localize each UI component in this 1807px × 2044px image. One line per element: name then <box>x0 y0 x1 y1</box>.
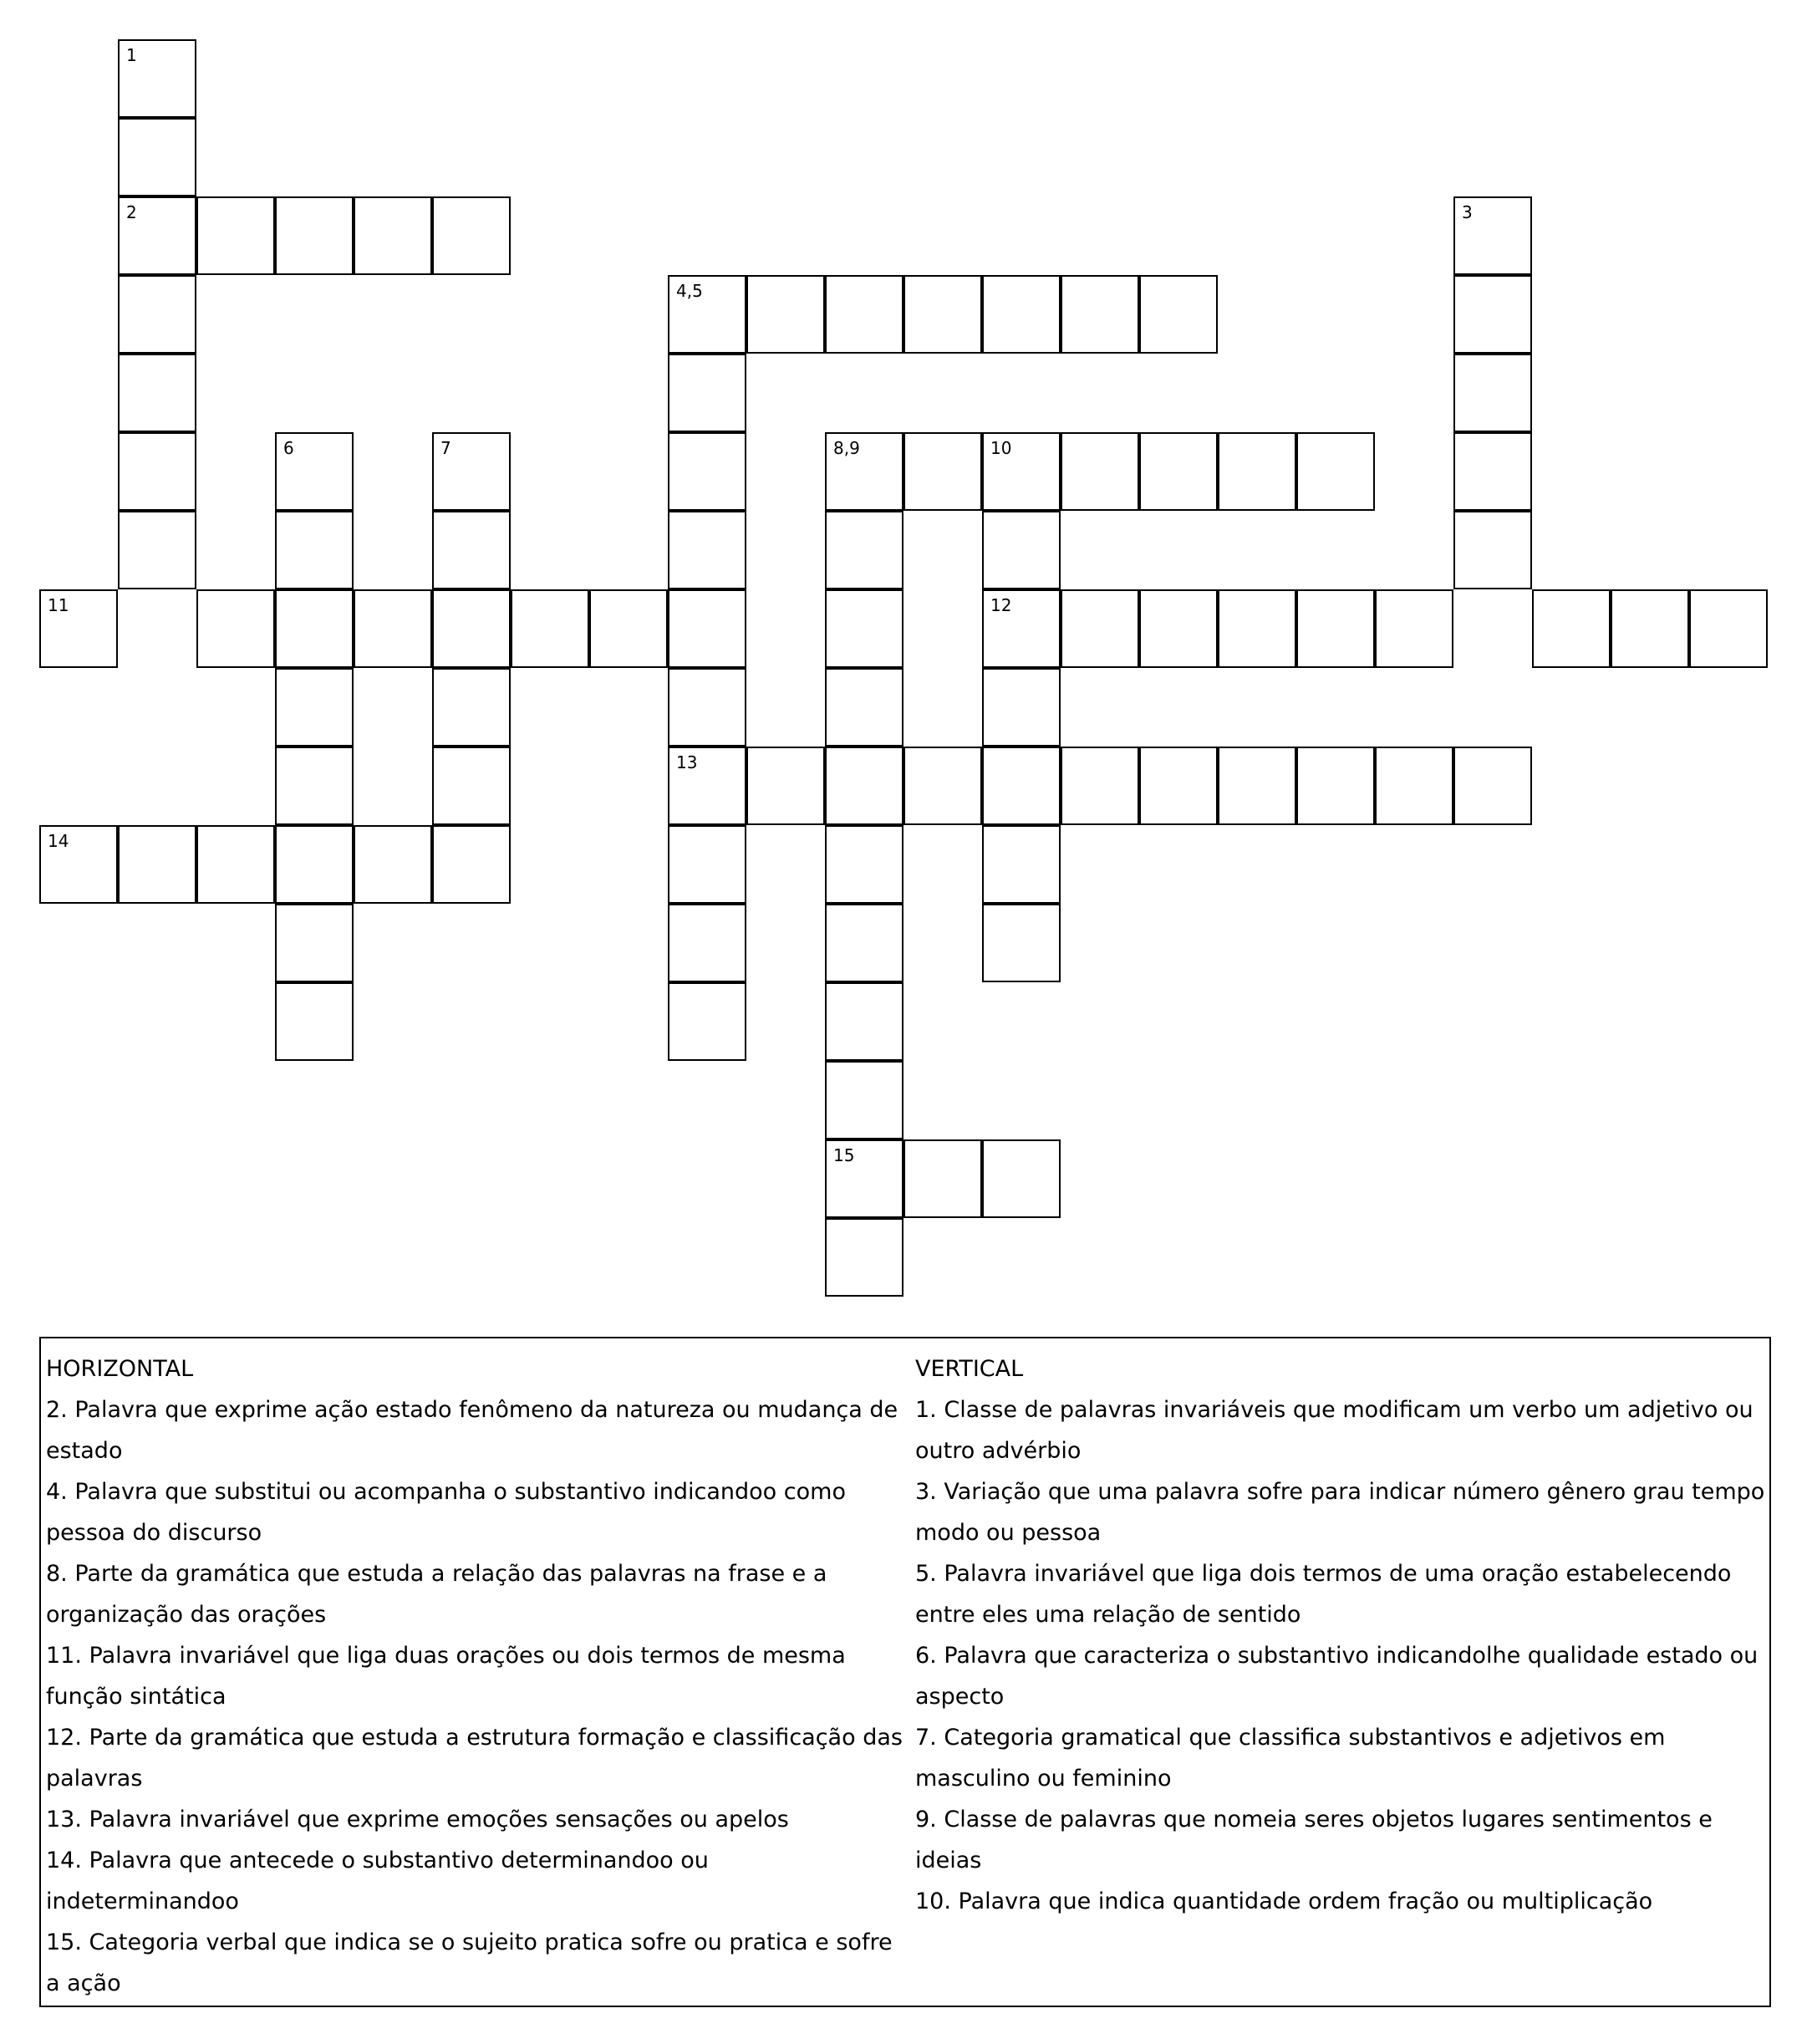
grid-cell[interactable] <box>1689 589 1768 668</box>
clue-number: 14 <box>48 831 69 851</box>
grid-cell[interactable] <box>1453 432 1532 511</box>
grid-cell[interactable] <box>982 589 1061 668</box>
grid-cell[interactable] <box>1375 747 1453 825</box>
grid-cell[interactable] <box>1453 354 1532 432</box>
grid-cell[interactable] <box>904 747 982 825</box>
vertical-clue-10: 10. Palavra que indica quantidade ordem fração ou multiplicação <box>915 1889 1653 1914</box>
grid-cell[interactable] <box>432 589 511 668</box>
grid-cell[interactable] <box>354 196 432 275</box>
grid-cell[interactable] <box>825 432 904 511</box>
grid-cell[interactable] <box>825 904 904 982</box>
horizontal-clue-15: 15. Categoria verbal que indica se o sujeito pratica sofre ou pratica e sofre a ação <box>46 1929 893 1996</box>
grid-cell[interactable] <box>825 511 904 589</box>
clue-number: 10 <box>990 438 1012 458</box>
grid-cell[interactable] <box>1139 275 1218 354</box>
clue-number: 1 <box>126 45 137 65</box>
grid-cell[interactable] <box>432 196 511 275</box>
grid-cell[interactable] <box>118 275 196 354</box>
grid-cell[interactable] <box>1218 747 1296 825</box>
grid-cell[interactable] <box>904 432 982 511</box>
clue-number: 15 <box>833 1145 855 1165</box>
vertical-clue-6: 6. Palavra que caracteriza o substantivo indicandolhe qualidade estado ou aspecto <box>915 1643 1759 1710</box>
grid-cell[interactable] <box>668 432 746 511</box>
grid-cell[interactable] <box>746 747 825 825</box>
grid-cell[interactable] <box>982 904 1061 982</box>
grid-cell[interactable] <box>1453 196 1532 275</box>
grid-cell[interactable] <box>668 904 746 982</box>
vertical-clue-5: 5. Palavra invariável que liga dois termos de uma oração estabelecendo entre eles uma relação de sentido <box>915 1561 1732 1628</box>
clue-number: 13 <box>676 752 698 772</box>
grid-cell[interactable] <box>982 747 1061 825</box>
grid-cell[interactable] <box>1296 432 1375 511</box>
grid-cell[interactable] <box>39 825 118 904</box>
grid-cell[interactable] <box>118 354 196 432</box>
clue-number: 8,9 <box>833 438 860 458</box>
grid-cell[interactable] <box>1139 747 1218 825</box>
horizontal-clue-12: 12. Parte da gramática que estuda a estrutura formação e classificação das palavras <box>46 1725 903 1792</box>
grid-cell[interactable] <box>1532 589 1611 668</box>
grid-cell[interactable] <box>275 511 354 589</box>
grid-cell[interactable] <box>825 982 904 1061</box>
grid-cell[interactable] <box>432 668 511 747</box>
grid-cell[interactable] <box>1061 747 1139 825</box>
grid-cell[interactable] <box>668 275 746 354</box>
grid-cell[interactable] <box>432 747 511 825</box>
vertical-clue-1: 1. Classe de palavras invariáveis que modificam um verbo um adjetivo ou outro advérbio <box>915 1397 1754 1464</box>
grid-cell[interactable] <box>118 196 196 275</box>
grid-cell[interactable] <box>511 589 589 668</box>
grid-cell[interactable] <box>904 1139 982 1218</box>
grid-cell[interactable] <box>196 196 275 275</box>
grid-cell[interactable] <box>118 432 196 511</box>
grid-cell[interactable] <box>982 1139 1061 1218</box>
clue-number: 11 <box>48 595 69 615</box>
grid-cell[interactable] <box>1296 589 1375 668</box>
grid-cell[interactable] <box>354 589 432 668</box>
clue-number: 4,5 <box>676 281 703 301</box>
grid-cell[interactable] <box>275 904 354 982</box>
horizontal-clue-4: 4. Palavra que substitui ou acompanha o substantivo indicandoo como pessoa do discurso <box>46 1479 846 1546</box>
grid-cell[interactable] <box>1218 432 1296 511</box>
grid-cell[interactable] <box>118 825 196 904</box>
grid-cell[interactable] <box>1611 589 1689 668</box>
grid-cell[interactable] <box>275 432 354 511</box>
horizontal-clue-13: 13. Palavra invariável que exprime emoções sensações ou apelos <box>46 1807 789 1832</box>
grid-cell[interactable] <box>982 511 1061 589</box>
grid-cell[interactable] <box>275 747 354 825</box>
grid-cell[interactable] <box>275 982 354 1061</box>
grid-cell[interactable] <box>982 825 1061 904</box>
grid-cell[interactable] <box>982 432 1061 511</box>
grid-cell[interactable] <box>589 589 668 668</box>
grid-cell[interactable] <box>668 825 746 904</box>
grid-cell[interactable] <box>746 275 825 354</box>
grid-cell[interactable] <box>1453 511 1532 589</box>
grid-cell[interactable] <box>825 668 904 747</box>
vertical-clue-3: 3. Variação que uma palavra sofre para indicar número gênero grau tempo modo ou pessoa <box>915 1479 1765 1546</box>
grid-cell[interactable] <box>825 747 904 825</box>
clues-panel <box>39 1337 1771 2007</box>
clue-number: 3 <box>1462 202 1473 222</box>
grid-cell[interactable] <box>1218 589 1296 668</box>
grid-cell[interactable] <box>1139 589 1218 668</box>
clue-number: 6 <box>283 438 294 458</box>
horizontal-clues-column <box>46 1348 907 2004</box>
clue-number: 7 <box>440 438 451 458</box>
grid-cell[interactable] <box>432 825 511 904</box>
vertical-clue-7: 7. Categoria gramatical que classifica substantivos e adjetivos em masculino ou feminino <box>915 1725 1666 1792</box>
horizontal-clue-11: 11. Palavra invariável que liga duas orações ou dois termos de mesma função sintática <box>46 1643 846 1710</box>
grid-cell[interactable] <box>275 589 354 668</box>
grid-cell[interactable] <box>118 118 196 196</box>
grid-cell[interactable] <box>825 1218 904 1297</box>
grid-cell[interactable] <box>668 747 746 825</box>
grid-cell[interactable] <box>275 825 354 904</box>
horizontal-heading: HORIZONTAL <box>46 1356 194 1382</box>
grid-cell[interactable] <box>275 668 354 747</box>
grid-cell[interactable] <box>668 589 746 668</box>
grid-cell[interactable] <box>825 1061 904 1139</box>
grid-cell[interactable] <box>1375 589 1453 668</box>
grid-cell[interactable] <box>668 982 746 1061</box>
grid-cell[interactable] <box>39 589 118 668</box>
grid-cell[interactable] <box>275 196 354 275</box>
grid-cell[interactable] <box>118 39 196 118</box>
grid-cell[interactable] <box>825 825 904 904</box>
vertical-clues-column <box>915 1348 1771 1922</box>
grid-cell[interactable] <box>196 825 275 904</box>
clue-number: 2 <box>126 202 137 222</box>
grid-cell[interactable] <box>432 432 511 511</box>
clue-number: 12 <box>990 595 1012 615</box>
grid-cell[interactable] <box>825 1139 904 1218</box>
grid-cell[interactable] <box>668 511 746 589</box>
vertical-clue-9: 9. Classe de palavras que nomeia seres objetos lugares sentimentos e ideias <box>915 1807 1713 1873</box>
horizontal-clue-2: 2. Palavra que exprime ação estado fenômeno da natureza ou mudança de estado <box>46 1397 898 1464</box>
grid-cell[interactable] <box>825 589 904 668</box>
grid-cell[interactable] <box>982 275 1061 354</box>
horizontal-clue-8: 8. Parte da gramática que estuda a relação das palavras na frase e a organização das orações <box>46 1561 827 1628</box>
grid-cell[interactable] <box>1061 275 1139 354</box>
grid-cell[interactable] <box>668 354 746 432</box>
grid-cell[interactable] <box>1453 275 1532 354</box>
grid-cell[interactable] <box>1453 747 1532 825</box>
horizontal-clue-14: 14. Palavra que antecede o substantivo determinandoo ou indeterminandoo <box>46 1848 709 1914</box>
grid-cell[interactable] <box>825 275 904 354</box>
grid-cell[interactable] <box>432 511 511 589</box>
grid-cell[interactable] <box>354 825 432 904</box>
grid-cell[interactable] <box>1061 432 1139 511</box>
grid-cell[interactable] <box>118 511 196 589</box>
grid-cell[interactable] <box>904 275 982 354</box>
vertical-heading: VERTICAL <box>915 1356 1024 1382</box>
grid-cell[interactable] <box>1296 747 1375 825</box>
grid-cell[interactable] <box>1061 589 1139 668</box>
grid-cell[interactable] <box>982 668 1061 747</box>
grid-cell[interactable] <box>196 589 275 668</box>
grid-cell[interactable] <box>668 668 746 747</box>
grid-cell[interactable] <box>1139 432 1218 511</box>
